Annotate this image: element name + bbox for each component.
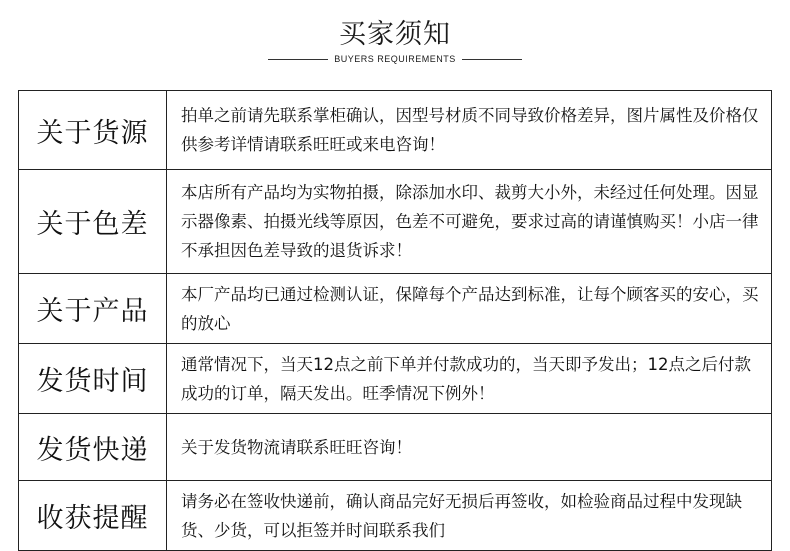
- table-row: [19, 344, 772, 414]
- row-text: 关于发货物流请联系旺旺咨询！: [167, 414, 772, 481]
- row-label: 发货快递: [19, 414, 167, 481]
- table-row: [19, 91, 772, 170]
- row-label: 关于产品: [19, 274, 167, 344]
- table-row: [19, 170, 772, 274]
- subtitle-row: [0, 52, 790, 66]
- row-label: 收获提醒: [19, 481, 167, 551]
- notice-table: [18, 90, 772, 551]
- page-subtitle: BUYERS REQUIREMENTS: [334, 54, 456, 64]
- row-text: 本店所有产品均为实物拍摄，除添加水印、裁剪大小外，未经过任何处理。因显示器像素、拍摄光线等原因，色差不可避免，要求过高的请谨慎购买！小店一律不承担因色差导致的退货诉求！: [167, 170, 772, 274]
- table-row: [19, 481, 772, 551]
- table-row: [19, 274, 772, 344]
- row-text: 本厂产品均已通过检测认证，保障每个产品达到标准，让每个顾客买的安心，买的放心: [167, 274, 772, 344]
- row-label: 发货时间: [19, 344, 167, 414]
- row-text: 请务必在签收快递前，确认商品完好无损后再签收，如检验商品过程中发现缺货、少货，可以拒签并时间联系我们: [167, 481, 772, 551]
- right-divider: [462, 59, 522, 60]
- row-text: 通常情况下，当天12点之前下单并付款成功的，当天即予发出；12点之后付款成功的订单，隔天发出。旺季情况下例外！: [167, 344, 772, 414]
- page-title: 买家须知: [339, 19, 451, 50]
- notice-header: [0, 0, 790, 80]
- table-row: [19, 414, 772, 481]
- row-label: 关于色差: [19, 170, 167, 274]
- row-text: 拍单之前请先联系掌柜确认，因型号材质不同导致价格差异，图片属性及价格仅供参考详情请联系旺旺或来电咨询！: [167, 91, 772, 170]
- left-divider: [268, 59, 328, 60]
- row-label: 关于货源: [19, 91, 167, 170]
